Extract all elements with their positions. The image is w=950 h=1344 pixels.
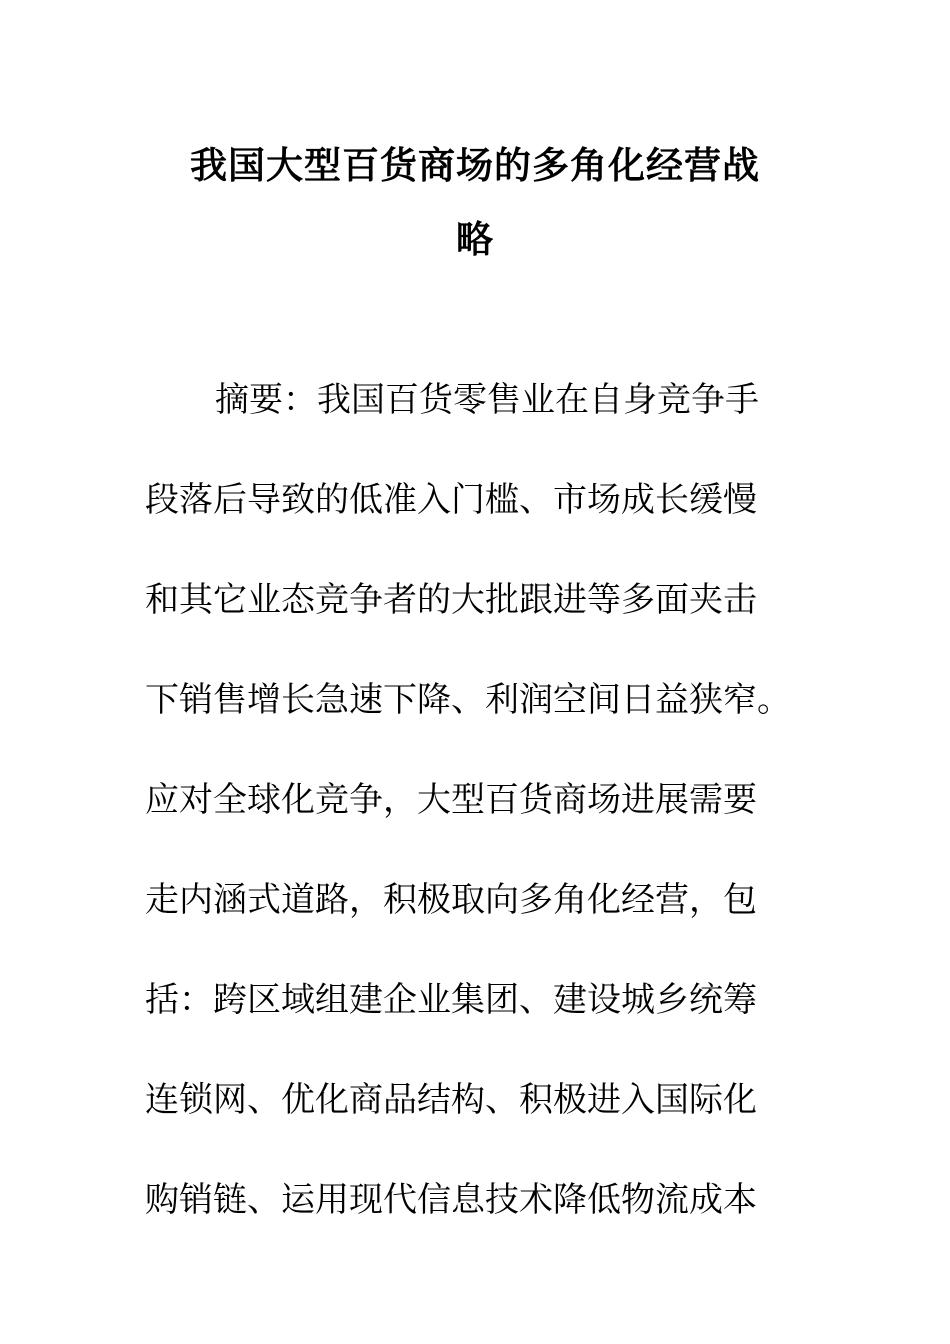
title-line-2: 略 [456,217,494,261]
document-title [145,128,805,276]
abstract-line-4: 下销售增长急速下降、利润空间日益狭窄。 [145,680,791,720]
abstract-line-5: 应对全球化竞争，大型百货商场进展需要 [145,780,757,820]
abstract-line-8: 连锁网、优化商品结构、积极进入国际化 [145,1080,757,1120]
abstract-line-1: 摘要：我国百货零售业在自身竞争手 [215,380,759,420]
abstract-line-7: 括：跨区域组建企业集团、建设城乡统筹 [145,980,757,1020]
abstract-line-3: 和其它业态竞争者的大批跟进等多面夹击 [145,580,757,620]
abstract-line-9: 购销链、运用现代信息技术降低物流成本 [145,1180,757,1220]
abstract-line-2: 段落后导致的低准入门槛、市场成长缓慢 [145,480,757,520]
title-line-1: 我国大型百货商场的多角化经营战 [190,143,760,187]
abstract-line-6: 走内涵式道路，积极取向多角化经营，包 [145,880,757,920]
abstract-paragraph [145,372,825,1272]
